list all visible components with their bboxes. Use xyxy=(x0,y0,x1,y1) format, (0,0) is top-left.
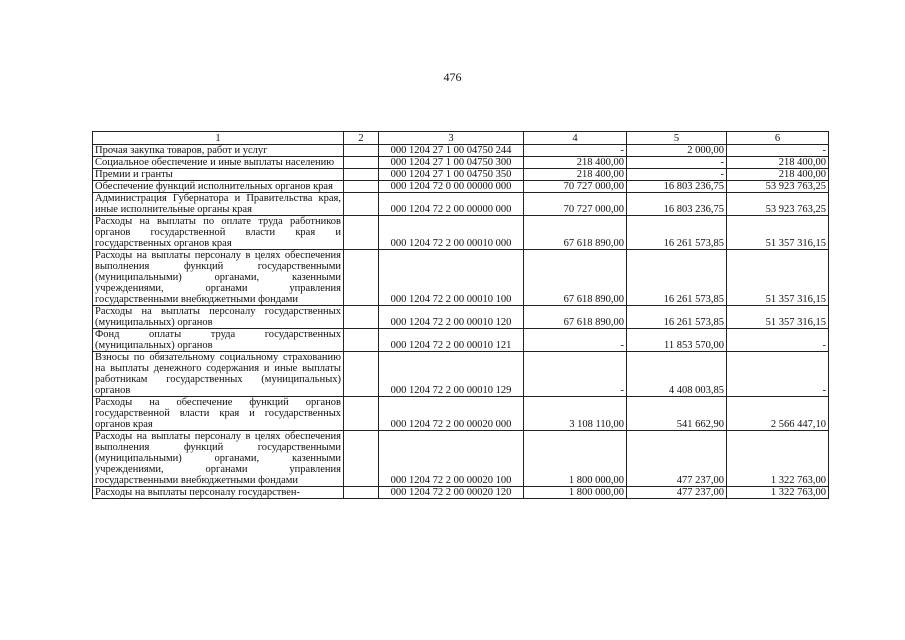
row-col5-cell: 477 237,00 xyxy=(627,431,727,487)
row-col5-cell: 477 237,00 xyxy=(627,487,727,499)
row-code-cell: 000 1204 72 2 00 00010 120 xyxy=(379,306,524,329)
row-col4-cell: 67 618 890,00 xyxy=(524,250,627,306)
row-name-cell: Расходы на выплаты персоналу в целях обеспечения выполнения функций государственными (муниципальными) органами, казенными учреждениями, органами управления государственными внебюджетными фондами xyxy=(93,250,344,306)
row-col4-cell: - xyxy=(524,352,627,397)
row-col5-cell: 4 408 003,85 xyxy=(627,352,727,397)
table-body xyxy=(93,145,829,499)
table-row xyxy=(93,487,829,499)
row-col6-cell: - xyxy=(727,352,829,397)
row-name-cell: Расходы на выплаты персоналу государственных (муниципальных) органов xyxy=(93,306,344,329)
row-col6-cell: 2 566 447,10 xyxy=(727,397,829,431)
row-code-cell: 000 1204 27 1 00 04750 244 xyxy=(379,145,524,157)
row-name-cell: Социальное обеспечение и иные выплаты населению xyxy=(93,157,344,169)
row-col5-cell: 16 261 573,85 xyxy=(627,306,727,329)
row-col5-cell: - xyxy=(627,169,727,181)
table-row xyxy=(93,216,829,250)
column-header-5: 5 xyxy=(627,132,727,145)
row-col4-cell: 70 727 000,00 xyxy=(524,193,627,216)
column-header-3: 3 xyxy=(379,132,524,145)
row-code-cell: 000 1204 27 1 00 04750 350 xyxy=(379,169,524,181)
row-col6-cell: 218 400,00 xyxy=(727,169,829,181)
column-header-4: 4 xyxy=(524,132,627,145)
column-header-2: 2 xyxy=(344,132,379,145)
row-name-cell: Расходы на обеспечение функций органов государственной власти края и государственных органов края xyxy=(93,397,344,431)
row-col5-cell: - xyxy=(627,157,727,169)
row-code-cell: 000 1204 72 2 00 00020 100 xyxy=(379,431,524,487)
table-row xyxy=(93,352,829,397)
row-name-cell: Фонд оплаты труда государственных (муниципальных) органов xyxy=(93,329,344,352)
row-code-cell: 000 1204 27 1 00 04750 300 xyxy=(379,157,524,169)
row-col2-cell xyxy=(344,181,379,193)
row-col2-cell xyxy=(344,431,379,487)
table-row xyxy=(93,397,829,431)
table-row xyxy=(93,193,829,216)
row-col4-cell: 67 618 890,00 xyxy=(524,306,627,329)
row-col6-cell: 53 923 763,25 xyxy=(727,193,829,216)
row-code-cell: 000 1204 72 2 00 00010 100 xyxy=(379,250,524,306)
row-name-cell: Премии и гранты xyxy=(93,169,344,181)
table-row xyxy=(93,431,829,487)
row-name-cell: Расходы на выплаты по оплате труда работников органов государственной власти края и государственных органов края xyxy=(93,216,344,250)
row-code-cell: 000 1204 72 2 00 00020 000 xyxy=(379,397,524,431)
table-row xyxy=(93,145,829,157)
row-col5-cell: 16 803 236,75 xyxy=(627,181,727,193)
row-col5-cell: 11 853 570,00 xyxy=(627,329,727,352)
row-col4-cell: 1 800 000,00 xyxy=(524,487,627,499)
row-code-cell: 000 1204 72 2 00 00010 129 xyxy=(379,352,524,397)
row-col6-cell: 51 357 316,15 xyxy=(727,250,829,306)
row-col2-cell xyxy=(344,145,379,157)
row-code-cell: 000 1204 72 2 00 00020 120 xyxy=(379,487,524,499)
row-col4-cell: 67 618 890,00 xyxy=(524,216,627,250)
row-col4-cell: 218 400,00 xyxy=(524,157,627,169)
row-code-cell: 000 1204 72 2 00 00000 000 xyxy=(379,193,524,216)
row-col5-cell: 16 261 573,85 xyxy=(627,216,727,250)
row-name-cell: Прочая закупка товаров, работ и услуг xyxy=(93,145,344,157)
row-col2-cell xyxy=(344,487,379,499)
row-col6-cell: - xyxy=(727,145,829,157)
page-number: 476 xyxy=(443,70,462,84)
table-row xyxy=(93,169,829,181)
table-row xyxy=(93,157,829,169)
row-col2-cell xyxy=(344,329,379,352)
row-col5-cell: 16 261 573,85 xyxy=(627,250,727,306)
row-name-cell: Расходы на выплаты персоналу государствен- xyxy=(93,487,344,499)
row-col2-cell xyxy=(344,193,379,216)
table-row xyxy=(93,306,829,329)
row-col6-cell: 1 322 763,00 xyxy=(727,487,829,499)
budget-table xyxy=(92,131,829,499)
row-col4-cell: - xyxy=(524,145,627,157)
row-col2-cell xyxy=(344,169,379,181)
row-col5-cell: 16 803 236,75 xyxy=(627,193,727,216)
row-name-cell: Администрация Губернатора и Правительства края, иные исполнительные органы края xyxy=(93,193,344,216)
row-col2-cell xyxy=(344,397,379,431)
row-col2-cell xyxy=(344,157,379,169)
row-name-cell: Взносы по обязательному социальному страхованию на выплаты денежного содержания и иные выплаты работникам государственных (муниципальных) органов xyxy=(93,352,344,397)
row-col6-cell: 218 400,00 xyxy=(727,157,829,169)
row-code-cell: 000 1204 72 2 00 00010 000 xyxy=(379,216,524,250)
table-row xyxy=(93,181,829,193)
row-col2-cell xyxy=(344,250,379,306)
header-row xyxy=(93,132,829,145)
row-col6-cell: 51 357 316,15 xyxy=(727,306,829,329)
row-code-cell: 000 1204 72 2 00 00010 121 xyxy=(379,329,524,352)
row-col6-cell: 51 357 316,15 xyxy=(727,216,829,250)
row-col6-cell: - xyxy=(727,329,829,352)
row-col5-cell: 541 662,90 xyxy=(627,397,727,431)
table-row xyxy=(93,250,829,306)
row-col2-cell xyxy=(344,306,379,329)
row-col6-cell: 1 322 763,00 xyxy=(727,431,829,487)
row-name-cell: Расходы на выплаты персоналу в целях обеспечения выполнения функций государственными (муниципальными) органами, казенными учреждениями, органами управления государственными внебюджетными фондами xyxy=(93,431,344,487)
row-name-cell: Обеспечение функций исполнительных органов края xyxy=(93,181,344,193)
row-col2-cell xyxy=(344,352,379,397)
row-col4-cell: 70 727 000,00 xyxy=(524,181,627,193)
row-col4-cell: 3 108 110,00 xyxy=(524,397,627,431)
table-row xyxy=(93,329,829,352)
row-col4-cell: 1 800 000,00 xyxy=(524,431,627,487)
row-col4-cell: - xyxy=(524,329,627,352)
row-col6-cell: 53 923 763,25 xyxy=(727,181,829,193)
row-col2-cell xyxy=(344,216,379,250)
row-col4-cell: 218 400,00 xyxy=(524,169,627,181)
column-header-1: 1 xyxy=(93,132,344,145)
row-code-cell: 000 1204 72 0 00 00000 000 xyxy=(379,181,524,193)
row-col5-cell: 2 000,00 xyxy=(627,145,727,157)
column-header-6: 6 xyxy=(727,132,829,145)
